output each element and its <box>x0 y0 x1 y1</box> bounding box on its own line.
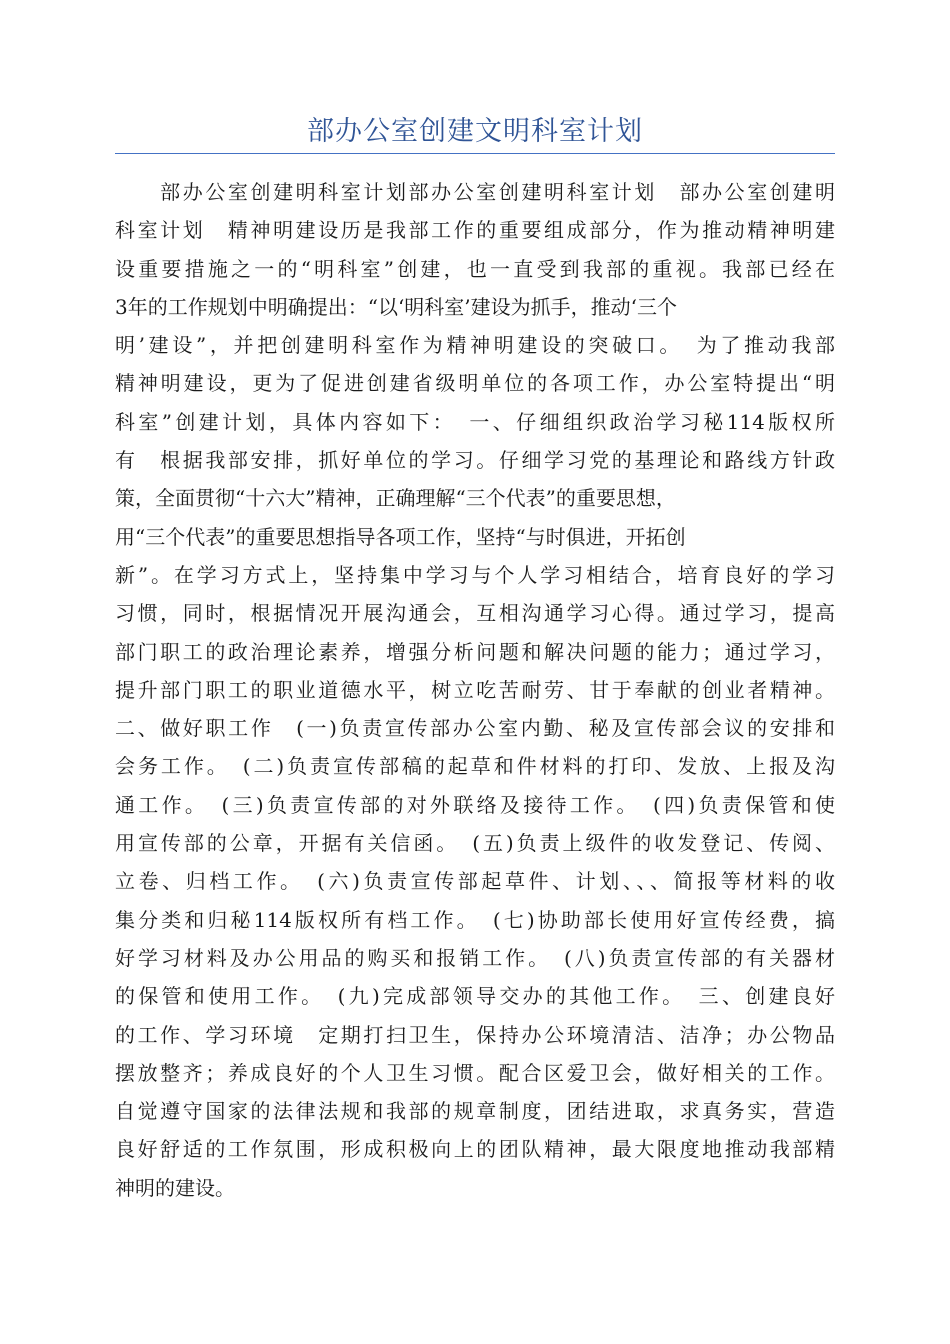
body-line: 3年的工作规划中明确提出：“以‘明科室’建设为抓手，推动‘三个 <box>115 294 678 319</box>
body-line: 神明的建设。 <box>115 1175 235 1200</box>
body-line: 设重要措施之一的“明科室”创建，也一直受到我部的重视。我部已经在 <box>115 256 835 281</box>
body-line: 科室计划 精神明建设历是我部工作的重要组成部分，作为推动精神明建 <box>115 218 835 243</box>
title-underline <box>115 153 835 154</box>
body-line: 明’建设”，并把创建明科室作为精神明建设的突破口。 为了推动我部 <box>115 333 835 358</box>
body-line: 会务工作。 (二)负责宣传部稿的起草和件材料的打印、发放、上报及沟 <box>115 754 835 779</box>
body-line: 立卷、归档工作。 (六)负责宣传部起草件、计划、、、简报等材料的收 <box>115 869 835 894</box>
page-title: 部办公室创建文明科室计划 <box>307 116 643 147</box>
body-line: 有 根据我部安排，抓好单位的学习。仔细学习党的基理论和路线方针政 <box>115 448 835 473</box>
body-line: 二、做好职工作 (一)负责宣传部办公室内勤、秘及宣传部会议的安排和 <box>115 716 835 741</box>
body-line: 摆放整齐；养成良好的个人卫生习惯。配合区爱卫会，做好相关的工作。 <box>115 1060 835 1085</box>
body-line: 的工作、学习环境 定期打扫卫生，保持办公环境清洁、洁净；办公物品 <box>115 1022 835 1047</box>
body-line: 好学习材料及办公用品的购买和报销工作。 (八)负责宣传部的有关器材 <box>115 945 835 970</box>
document-body <box>115 173 835 1207</box>
body-line: 习惯，同时，根据情况开展沟通会，互相沟通学习心得。通过学习，提高 <box>115 601 835 626</box>
body-line: 部办公室创建明科室计划部办公室创建明科室计划 部办公室创建明 <box>115 180 835 204</box>
body-line: 用“三个代表”的重要思想指导各项工作，坚持“与时俱进，开拓创 <box>115 524 686 549</box>
body-line: 新”。在学习方式上，坚持集中学习与个人学习相结合，培育良好的学习 <box>115 562 835 587</box>
body-line: 策，全面贯彻“十六大”精神，正确理解“三个代表”的重要思想， <box>115 486 676 511</box>
body-line: 良好舒适的工作氛围，形成积极向上的团队精神，最大限度地推动我部精 <box>115 1137 835 1162</box>
body-line: 的保管和使用工作。 (九)完成部领导交办的其他工作。 三、创建良好 <box>115 984 835 1009</box>
body-line: 提升部门职工的职业道德水平，树立吃苦耐劳、甘于奉献的创业者精神。 <box>115 677 835 702</box>
body-line: 集分类和归秘114版权所有档工作。 (七)协助部长使用好宣传经费，搞 <box>115 907 835 932</box>
body-line: 精神明建设，更为了促进创建省级明单位的各项工作，办公室特提出“明 <box>115 371 835 396</box>
body-line: 通工作。 (三)负责宣传部的对外联络及接待工作。 (四)负责保管和使 <box>115 792 835 817</box>
body-line: 用宣传部的公章，开据有关信函。 (五)负责上级件的收发登记、传阅、 <box>115 831 835 856</box>
body-line: 科室”创建计划，具体内容如下： 一、仔细组织政治学习秘114版权所 <box>115 409 835 434</box>
body-line: 自觉遵守国家的法律法规和我部的规章制度，团结进取，求真务实，营造 <box>115 1099 835 1124</box>
body-line: 部门职工的政治理论素养，增强分析问题和解决问题的能力；通过学习， <box>115 639 835 664</box>
